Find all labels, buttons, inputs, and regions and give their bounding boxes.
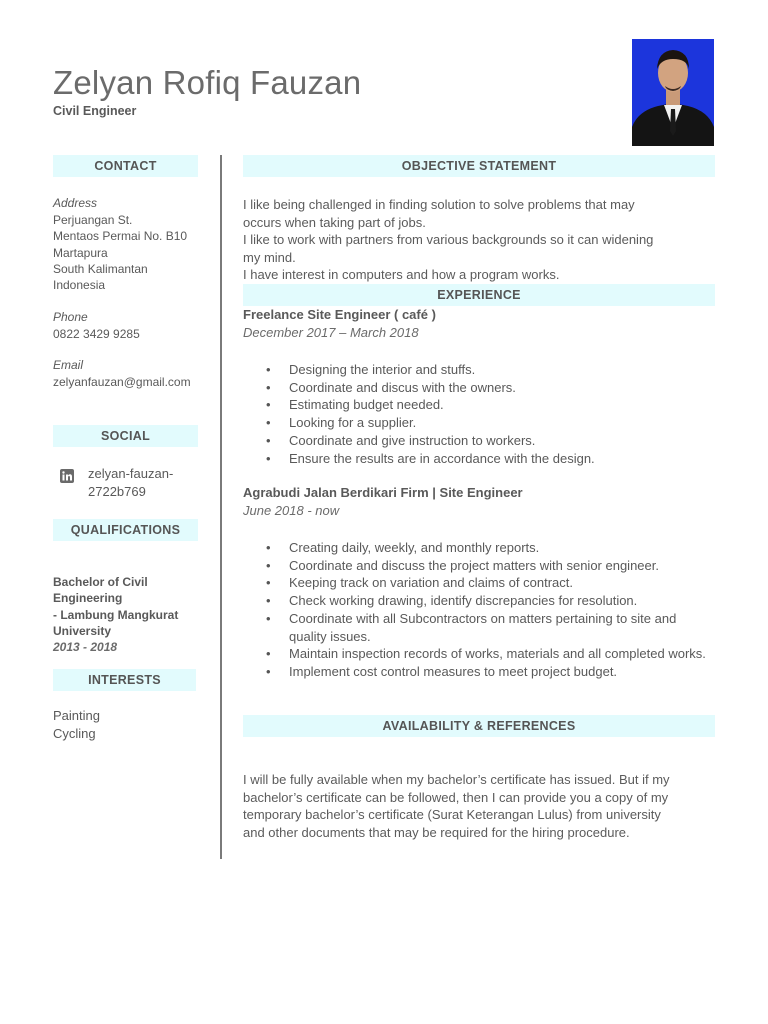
job-title: Agrabudi Jalan Berdikari Firm | Site Engineer: [243, 485, 523, 500]
job-title: Freelance Site Engineer ( café ): [243, 307, 436, 322]
qualification-line: - Lambung Mangkurat: [53, 607, 179, 622]
social-heading: SOCIAL: [53, 425, 198, 447]
list-item: • Check working drawing, identify discrepancies for resolution.: [243, 592, 715, 610]
linkedin-icon[interactable]: [60, 469, 74, 483]
availability-line: temporary bachelor’s certificate (Surat Keterangan Lulus) from university: [243, 807, 661, 823]
qualification-line: Engineering: [53, 591, 123, 606]
list-item: • Keeping track on variation and claims of contract.: [243, 574, 715, 592]
objective-line: my mind.: [243, 249, 296, 265]
job-dates: June 2018 - now: [243, 503, 340, 518]
availability-heading: AVAILABILITY & REFERENCES: [243, 715, 715, 737]
qualifications-heading: QUALIFICATIONS: [53, 519, 198, 541]
column-divider: [220, 155, 222, 859]
list-item: • Looking for a supplier.: [243, 414, 715, 432]
candidate-name: Zelyan Rofiq Fauzan: [53, 64, 362, 101]
job-duties-list: [243, 361, 715, 467]
objective-heading: OBJECTIVE STATEMENT: [243, 155, 715, 177]
list-item: • Coordinate and discus with the owners.: [243, 379, 715, 397]
list-item: • Ensure the results are in accordance with the design.: [243, 450, 715, 468]
objective-text: [243, 196, 715, 284]
interests-heading: INTERESTS: [53, 669, 196, 691]
contact-heading: CONTACT: [53, 155, 198, 177]
list-item: • Estimating budget needed.: [243, 396, 715, 414]
phone-label: Phone: [53, 310, 88, 324]
availability-line: and other documents that may be required for the hiring procedure.: [243, 824, 630, 840]
availability-text: [243, 771, 715, 841]
experience-heading: EXPERIENCE: [243, 284, 715, 306]
list-item: • Coordinate and give instruction to workers.: [243, 432, 715, 450]
list-item: • Designing the interior and stuffs.: [243, 361, 715, 379]
availability-line: bachelor’s certificate can be followed, then I can provide you a copy of my: [243, 789, 669, 805]
candidate-role: Civil Engineer: [53, 104, 137, 118]
list-item: • Creating daily, weekly, and monthly reports.: [243, 539, 715, 557]
objective-line: I like to work with partners from various backgrounds so it can widening: [243, 232, 654, 248]
qualification-years: 2013 - 2018: [53, 640, 118, 655]
address-line: Martapura: [53, 245, 108, 260]
objective-line: I like being challenged in finding solution to solve problems that may: [243, 197, 635, 212]
linkedin-handle-line: zelyan-fauzan-: [88, 466, 174, 481]
list-item: • Implement cost control measures to meet project budget.: [243, 663, 715, 681]
interest-item: Painting: [53, 708, 100, 723]
linkedin-handle[interactable]: [88, 465, 173, 501]
linkedin-handle-line: 2722b769: [88, 484, 146, 499]
address-label: Address: [53, 196, 98, 210]
phone-value[interactable]: 0822 3429 9285: [53, 327, 140, 341]
list-item: • Maintain inspection records of works, materials and all completed works.: [243, 645, 715, 663]
availability-line: I will be fully available when my bachelor’s certificate has issued. But if my: [243, 772, 670, 787]
qualification-degree: [53, 574, 178, 655]
address-line: South Kalimantan: [53, 261, 148, 276]
profile-photo: [632, 39, 714, 146]
job-dates: December 2017 – March 2018: [243, 325, 419, 340]
email-label: Email: [53, 358, 84, 372]
address-line: Indonesia: [53, 278, 106, 293]
list-item: • Coordinate with all Subcontractors on matters pertaining to site and quality issues.: [243, 610, 715, 645]
objective-line: I have interest in computers and how a program works.: [243, 267, 560, 283]
qualification-line: Bachelor of Civil: [53, 575, 148, 589]
job-duties-list: [243, 539, 715, 681]
email-link[interactable]: zelyanfauzan@gmail.com: [53, 375, 191, 389]
interest-item: Cycling: [53, 726, 96, 741]
address-line: Mentaos Permai No. B10: [53, 229, 188, 244]
qualification-line: University: [53, 623, 112, 638]
list-item: • Coordinate and discuss the project matters with senior engineer.: [243, 557, 715, 575]
address-line: Perjuangan St.: [53, 213, 133, 227]
objective-line: occurs when taking part of jobs.: [243, 214, 426, 230]
address-block: [53, 212, 187, 293]
interests-list: [53, 707, 100, 743]
